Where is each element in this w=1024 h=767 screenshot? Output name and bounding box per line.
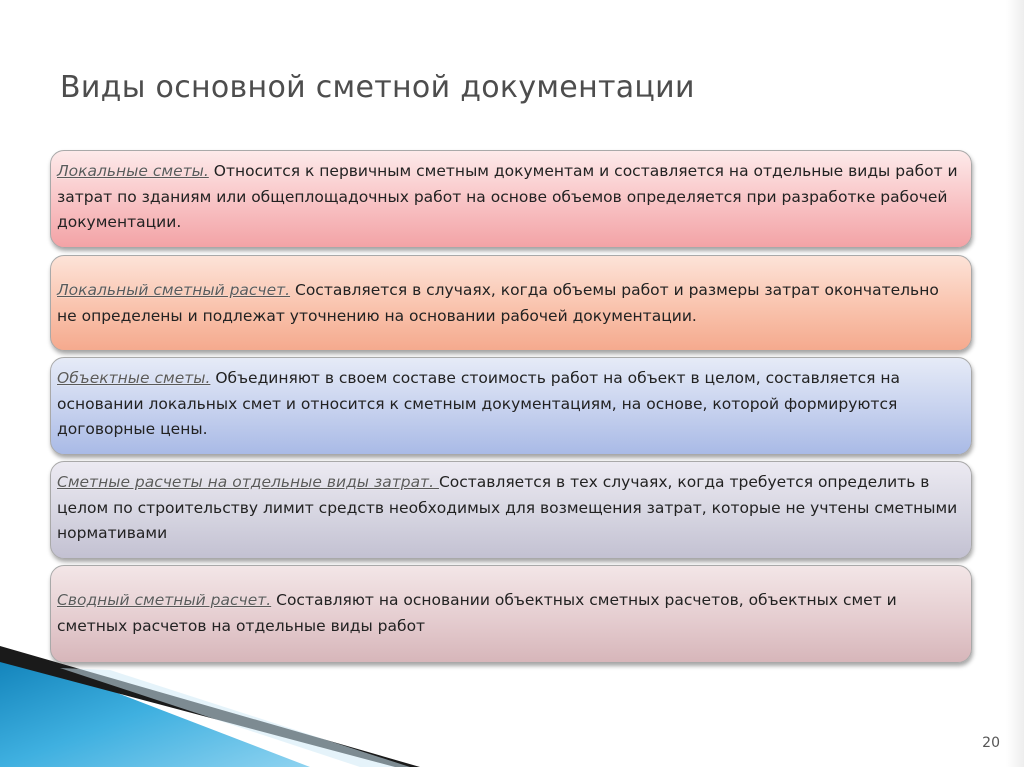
slide-title: Виды основной сметной документации (60, 70, 695, 105)
card-term: Объектные сметы. (57, 369, 211, 387)
card-text: Объединяют в своем составе стоимость работ на объект в целом, составляется на основании локальных смет и относится к сметным документациям, на основе, которой формируются договорные цены. (57, 369, 900, 438)
card-term: Сводный сметный расчет. (57, 591, 272, 609)
card-text: Составляют на основании объектных сметных расчетов, объектных смет и сметных расчетов на отдельные виды работ (57, 591, 897, 635)
card-text: Составляется в случаях, когда объемы работ и размеры затрат окончательно не определены и подлежат уточнению на основании рабочей документации. (57, 281, 939, 325)
card-text: Составляется в тех случаях, когда требуется определить в целом по строительству лимит средств необходимых для возмещения затрат, которые не учтены сметными нормативами (57, 473, 958, 542)
card-term: Локальный сметный расчет. (57, 281, 291, 299)
card-term: Сметные расчеты на отдельные виды затрат. (57, 473, 439, 491)
page-number: 20 (982, 735, 1000, 751)
card-term: Локальные сметы. (57, 162, 209, 180)
card-text: Относится к первичным сметным документам и составляется на отдельные виды работ и затрат по зданиям или общеплощадочных работ на основе объемов определяется при разработке рабочей документации. (57, 162, 958, 231)
